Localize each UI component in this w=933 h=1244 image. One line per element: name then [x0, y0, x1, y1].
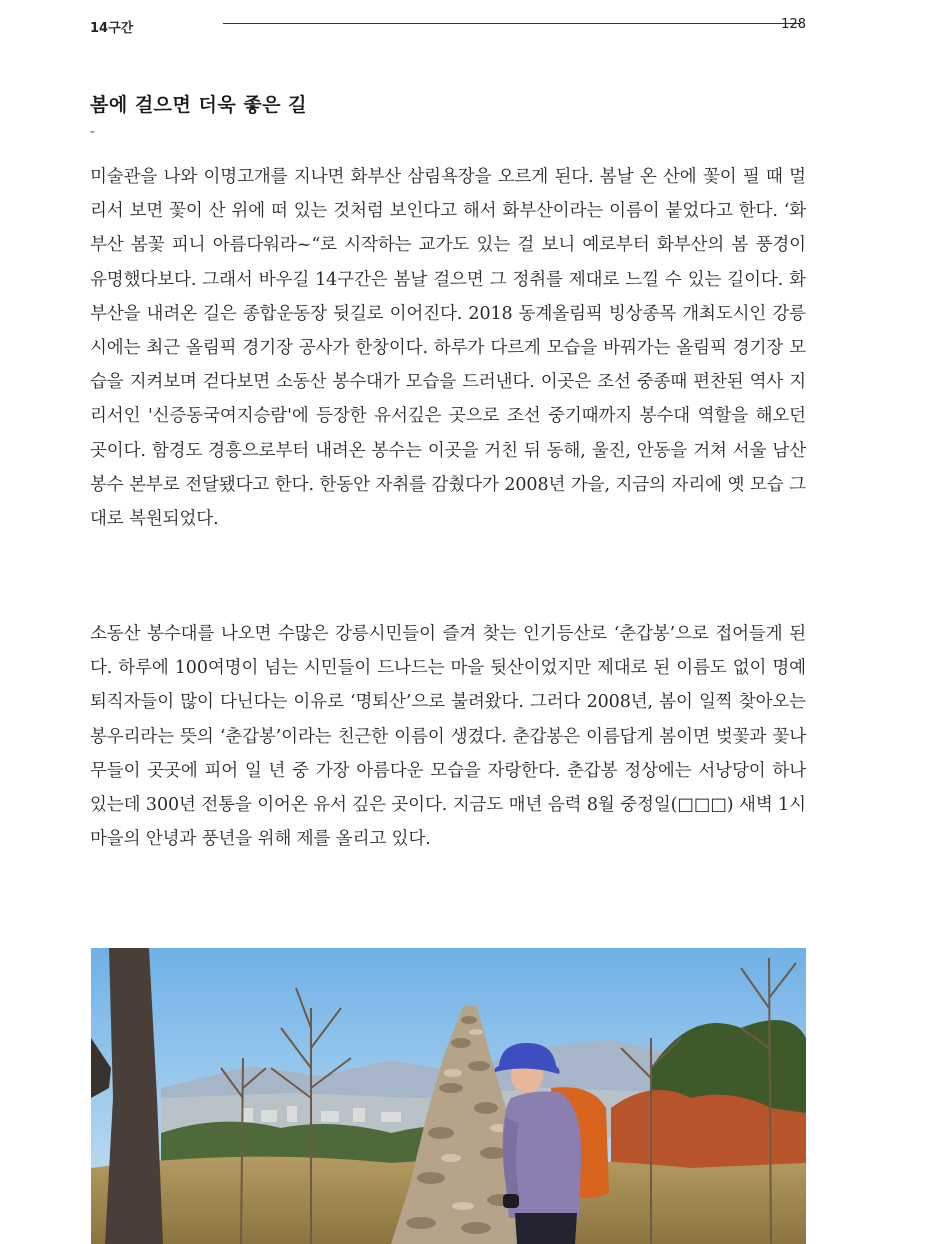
- header-rule: [223, 23, 801, 24]
- title-dash: -: [90, 124, 96, 140]
- hiker-stone-cairn-photo: [91, 948, 806, 1244]
- section-label: 14구간: [90, 21, 134, 36]
- body-paragraph-2: 소동산 봉수대를 나오면 수많은 강릉시민들이 즐겨 찾는 인기등산로 ‘춘갑봉’으로 접어들게 된다. 하루에 100여명이 넘는 시민들이 드나드는 마을 뒷산이었지만 제대로 된 이름도 없이 명예퇴직자들이 많이 다닌다는 이유로 ‘명퇴산’으로 불려왔다. 그러다 2008년, 봄이 일찍 찾아오는 봉우리라는 뜻의 ‘춘갑봉’이라는 친근한 이름이 생겼다. 춘갑봉은 이름답게 봄이면 벚꽃과 꽃나무들이 곳곳에 피어 일 년 중 가장 아름다운 모습을 자랑한다. 춘갑봉 정상에는 서낭당이 하나 있는데 300년 전통을 이어온 유서 깊은 곳이다. 지금도 매년 음력 8월 중정일(□□□) 새벽 1시 마을의 안녕과 풍년을 위해 제를 올리고 있다.: [90, 624, 806, 850]
- hiker-pants: [515, 1213, 577, 1244]
- page-number: 128: [781, 17, 806, 32]
- hiker-glove: [503, 1194, 519, 1208]
- running-header: [90, 14, 806, 36]
- body-paragraph-1: 미술관을 나와 이명고개를 지나면 화부산 삼림욕장을 오르게 된다. 봄날 온 산에 꽃이 필 때 멀리서 보면 꽃이 산 위에 떠 있는 것처럼 보인다고 해서 화부산이라는 이름이 붙었다고 한다. ‘화부산 봄꽃 피니 아름다워라~“로 시작하는 교가도 있는 걸 보니 예로부터 화부산의 봄 풍경이 유명했다보다. 그래서 바우길 14구간은 봄날 걸으면 그 정취를 제대로 느낄 수 있는 길이다. 화부산을 내려온 길은 종합운동장 뒷길로 이어진다. 2018 동계올림픽 빙상종목 개최도시인 강릉시에는 최근 올림픽 경기장 공사가 한창이다. 하루가 다르게 모습을 바꿔가는 올림픽 경기장 모습을 지켜보며 걷다보면 소동산 봉수대가 모습을 드러낸다. 이곳은 조선 중종때 편찬된 역사 지리서인 '신증동국여지승람'에 등장한 유서깊은 곳으로 조선 중기때까지 봉수대 역할을 해오던 곳이다. 함경도 경흥으로부터 내려온 봉수는 이곳을 거친 뒤 동해, 울진, 안동을 거쳐 서울 남산 봉수 본부로 전달됐다고 한다. 한동안 자취를 감췄다가 2008년 가을, 지금의 자리에 옛 모습 그대로 복원되었다.: [90, 167, 806, 530]
- article-title: 봄에 걸으면 더욱 좋은 길: [90, 94, 307, 116]
